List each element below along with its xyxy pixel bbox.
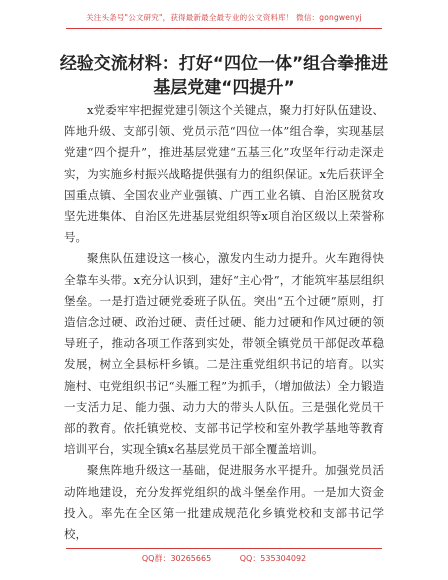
footer-qq-group: QQ群：30265665 <box>141 554 212 563</box>
document-title <box>40 52 408 100</box>
title-line-1: 经验交流材料：打好“四位一体”组合拳推进 <box>59 54 389 74</box>
paragraph-team-building: 聚焦队伍建设这一核心，激发内生动力提升。火车跑得快全靠车头带。x充分认识到，建好“主心骨”，才能筑牢基层组织堡垒。一是打造过硬党委班子队伍。突出“五个过硬”原则，打造信念过硬、政治过硬、责任过硬、能力过硬和作风过硬的领导班子，推动各项工作落到实处，带领全镇党员干部促改革稳发展，树立全县标杆乡镇。二是注重党组织书记的培育。以实施村、屯党组织书记“头雁工程”为抓手，（增加做法）全力锻造一支活力足、能力强、动力大的带头人队伍。三是强化党员干部的教育。依托镇党校、支部书记学校和室外教学基地等教育培训平台，实现全镇x名基层党员干部全覆盖培训。 <box>64 251 384 457</box>
header-promo-text: 关注头条号"公文研究"，获得最新最全最专业的公文资料库！ 微信：gongwenyj <box>86 13 362 22</box>
footer-qq: QQ：535304092 <box>239 554 307 563</box>
title-line-2: 基层党建“四提升” <box>153 78 295 98</box>
header-divider <box>66 28 382 29</box>
footer-contact <box>0 553 448 564</box>
paragraph-position-upgrade: 聚焦阵地升级这一基础，促进服务水平提升。加强党员活动阵地建设，充分发挥党组织的战斗堡垒作用。一是加大资金投入。率先在全区第一批建成规范化乡镇党校和支部书记学校， <box>64 463 384 542</box>
document-body <box>64 100 384 545</box>
footer-divider <box>66 548 382 549</box>
paragraph-intro: x党委牢牢把握党建引领这个关键点，聚力打好队伍建设、阵地升级、支部引领、党员示范“四位一体”组合拳，实现基层党建“四个提升”，推进基层党建“五基三化”攻坚年行动走深走实，为实施乡村振兴战略提供强有力的组织保证。x先后获评全国重点镇、全国农业产业强镇、广西工业名镇、自治区脱贫攻坚先进集体、自治区先进基层党组织等x项自治区级以上荣誉称号。 <box>64 103 384 245</box>
